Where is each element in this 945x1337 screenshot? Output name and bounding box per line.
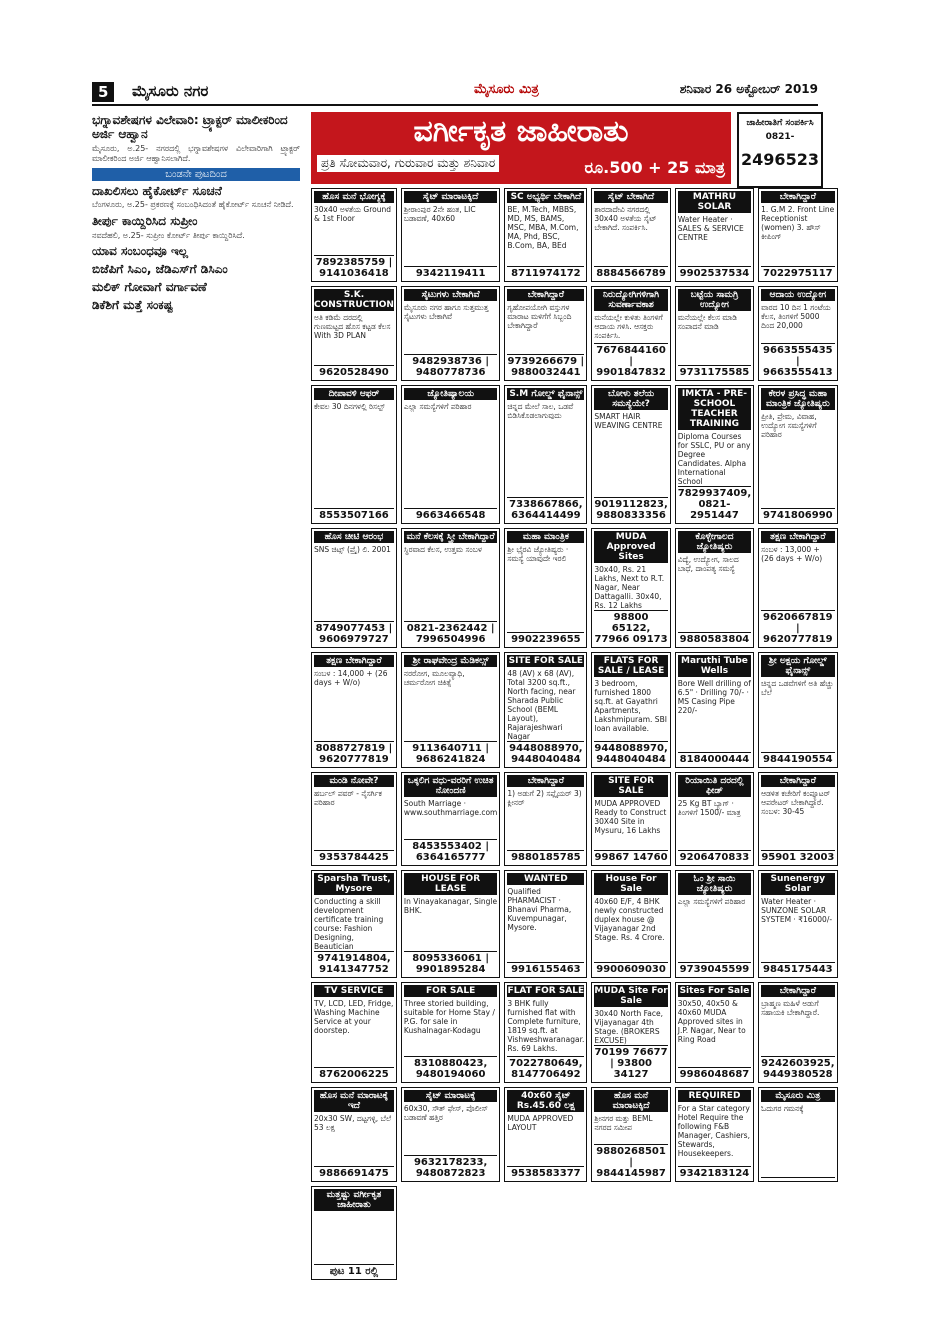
ad-heading: ರಿಯಾಯಿತಿ ದರದಲ್ಲಿ ಫೀಡ್ — [678, 775, 751, 797]
ad-body: 1. G.M 2. Front Line Receptionist (women) 3. ಹೌಸ್ ಕೀಪಿಂಗ್ — [761, 205, 835, 241]
ad-heading: ಬೇಕಾಗಿದ್ದಾರೆ — [761, 775, 834, 787]
classified-ad — [591, 1087, 670, 1181]
ad-phone: 8553507166 — [314, 508, 394, 521]
classified-ad — [758, 772, 837, 866]
article-text-2: ಬೆಂಗಳೂರು, ಅ.25- ಪ್ರಕರಣಕ್ಕೆ ಸಂಬಂಧಿಸಿದಂತೆ ಹೈಕೋರ್ಟ್ ಸೂಚನೆ ನೀಡಿದೆ. — [92, 200, 294, 210]
ad-phone: 8453553402 | 6364165777 — [404, 839, 497, 863]
ad-body: ಸಂಬಳ : 13,000 + (26 days + W/o) — [761, 544, 823, 563]
ad-heading: ಸೈಟ್ ಬೇಕಾಗಿದೆ — [594, 191, 667, 203]
issue-date: ಶನಿವಾರ 26 ಅಕ್ಟೋಬರ್ 2019 — [679, 82, 818, 96]
classified-ad — [591, 188, 670, 282]
headline-7: ಡಿಕೆಶಿಗೆ ಮತ್ತೆ ಸಂಕಷ್ಟ — [92, 297, 173, 312]
classified-ad — [591, 870, 670, 978]
ad-heading: ಬೇಕಾಗಿದ್ದಾರೆ — [761, 985, 834, 997]
ad-heading: ಜ್ಯೋತಿಷ್ಯಾಲಯ — [404, 388, 497, 400]
classified-ad — [401, 870, 500, 978]
ad-phone: 9902239655 — [507, 632, 584, 645]
classified-ad — [504, 528, 587, 648]
contact-box — [737, 112, 823, 188]
ad-phone: 9663555435 | 9663555413 — [763, 344, 833, 378]
ad-heading: MATHRU SOLAR — [678, 191, 751, 213]
ad-phone: 9880583804 — [679, 633, 750, 645]
ad-body: SMART HAIR WEAVING CENTRE — [594, 411, 663, 430]
ad-heading: S.K. CONSTRUCTION — [314, 290, 394, 311]
classified-ad — [591, 528, 670, 648]
ad-body: ಮನೆಯಲ್ಲೇ ಕೆಲಸ ಮಾಡಿ ಸಂಪಾದನೆ ಮಾಡಿ — [677, 313, 737, 332]
ad-heading: ಆದಾಯ ಉದ್ಯೋಗ — [761, 289, 834, 301]
ad-heading: ಮೈಸೂರು ಮಿತ್ರ — [761, 1090, 834, 1102]
classifieds-banner — [311, 112, 731, 184]
ad-phone: 9448088970, 9448040484 — [594, 742, 668, 765]
classified-ad — [401, 385, 500, 524]
ad-body: BE, M.Tech, MBBS, MD, MS, BAMS, MSC, MBA, M.Com, MA, Phd, BSC, B.Com, BA, BEd — [507, 205, 579, 250]
ad-body: ಓದುಗರ ಗಮನಕ್ಕೆ — [761, 1104, 804, 1114]
ad-body: ಚಿನ್ನದ ಮೇಲೆ ಸಾಲ, ಒಡವೆ ಬಿಡಿಸಿಕೊಡಲಾಗುವುದು — [507, 401, 574, 420]
news-column — [92, 110, 300, 1280]
ad-heading: SITE FOR SALE — [508, 655, 584, 666]
ad-body: ನರರೋಗ, ಮೂಲವ್ಯಾಧಿ, ಚರ್ಮರೋಗ ಚಿಕಿತ್ಸೆ — [403, 668, 465, 687]
ad-phone: 99867 14760 — [594, 852, 668, 864]
classified-ad — [675, 385, 754, 524]
ad-body: Qualified PHARMACIST · Bhanavi Pharma, Kuvempunagar, Mysore. — [507, 887, 572, 933]
ad-phone: 9242603925, 9449380528 — [761, 1058, 835, 1081]
classified-ad — [675, 1087, 754, 1181]
ad-phone: 8095336061 | 9901895284 — [404, 951, 497, 975]
classified-ad — [311, 385, 397, 524]
ad-body: ಪ್ರೀತಿ, ಪ್ರೇಮ, ವಿವಾಹ, ಉದ್ಯೋಗ ಸಮಸ್ಯೆಗಳಿಗೆ ಪರಿಹಾರ — [761, 411, 817, 439]
ad-heading: MUDA Approved Sites — [594, 531, 667, 563]
ad-body: ಶ್ರೀರಾಂಪುರ 2ನೇ ಹಂತ, LIC ಬಡಾವಣೆ, 40x60 — [403, 205, 476, 223]
ad-phone: 9880185785 — [507, 850, 584, 863]
ad-phone: 9620667819 | 9620777819 — [763, 611, 833, 645]
classified-ad — [758, 188, 837, 282]
classified-ad — [311, 528, 397, 648]
ad-body — [314, 1211, 394, 1264]
ad-phone: 9019112823, 9880833356 — [594, 498, 668, 521]
ad-heading: ಕೇರಳ ಪ್ರಸಿದ್ಧ ಮಹಾ ಮಾಂತ್ರಿಕ ಜ್ಯೋತಿಷ್ಯರು — [761, 388, 834, 410]
ad-heading: ಕೊಳ್ಳೇಗಾಲದ ಜ್ಯೋತಿಷ್ಯರು — [678, 531, 751, 553]
headline-3: ತೀರ್ಪು ಕಾಯ್ದಿರಿಸಿದ ಸುಪ್ರೀಂ — [92, 213, 198, 228]
ad-heading: FOR SALE — [404, 985, 497, 997]
classified-ad — [758, 1087, 837, 1181]
ad-phone: 9448088970, 9448040484 — [509, 742, 583, 765]
headline-4: ಯಾವ ಸಂಬಂಧವೂ ಇಲ್ಲ — [92, 244, 188, 259]
classified-ad — [504, 1087, 587, 1181]
contact-number: 2496523 — [741, 150, 819, 169]
ad-heading: ಸೈಟುಗಳು ಬೇಕಾಗಿವೆ — [404, 289, 497, 301]
ad-body: ವಿದ್ಯೆ, ಉದ್ಯೋಗ, ಸಾಲದ ಬಾಧೆ, ದಾಂಪತ್ಯ ಸಮಸ್ಯೆ — [677, 554, 739, 573]
ad-body: ಬ್ರಾಹ್ಮಣ ಮಹಿಳೆ ಅಡುಗೆ ಸಹಾಯಕಿ ಬೇಕಾಗಿದ್ದಾರೆ. — [761, 999, 820, 1018]
ad-phone: 8184000444 — [679, 753, 750, 765]
ad-body: ಆಡಳಿತ ಕಚೇರಿಗೆ ಕಂಪ್ಯೂಟರ್ ಆಪರೇಟರ್ ಬೇಕಾಗಿದ್ದಾರೆ. ಸಂಬಳ: 30-45 — [761, 788, 831, 816]
ad-phone: 95901 32003 — [761, 852, 835, 864]
ad-phone: 9900609030 — [596, 964, 666, 976]
ad-body: MUDA APPROVED LAYOUT — [507, 1114, 574, 1133]
ad-body: 30x40 ಅಳತೆಯ Ground & 1st Floor — [314, 205, 391, 223]
ad-body: Water Heater · SALES & SERVICE CENTRE — [677, 215, 744, 242]
ad-body: ವಾರದ 10 ದಿನ 1 ಗಂಟೆಯ ಕೆಲಸ, ತಿಂಗಳಿಗೆ 5000 ದಿಂದ 20,000 — [761, 303, 831, 331]
ad-heading: ಬೇಕಾಗಿದ್ದಾರೆ — [761, 191, 834, 203]
ad-phone: 9739266679 | 9880032441 — [507, 355, 585, 378]
contact-code: 0821- — [765, 132, 795, 142]
ad-heading: ಸೈಟ್ ಮಾರಾಟಕ್ಕೆ — [404, 1090, 497, 1102]
classified-ad — [311, 772, 397, 866]
classified-ad — [311, 652, 397, 768]
ad-heading: SITE FOR SALE — [594, 775, 667, 797]
classified-ad — [591, 385, 670, 524]
header-rule — [92, 104, 818, 106]
ad-phone: 98800 65122, 77966 09173 — [594, 611, 668, 645]
ad-phone: 7022780649, 8147706492 — [509, 1058, 583, 1081]
ad-body: 3 BHK fully furnished flat with Complete furniture, 1819 sq.ft. at Vishweshwaranagar. Rs. 69 Lakhs. — [507, 999, 585, 1054]
ad-body: ಹರ್ಬಲ್ ಪವರ್ - ನೈಸರ್ಗಿಕ ಪರಿಹಾರ — [314, 788, 382, 807]
classified-ad — [311, 1087, 397, 1181]
ad-phone: 9620528490 — [314, 365, 394, 378]
ad-phone: 9886691475 — [314, 1166, 394, 1179]
classified-ad — [504, 982, 587, 1083]
ad-heading: MUDA Site For Sale — [594, 986, 668, 1007]
ad-phone: 9916155463 — [507, 962, 584, 975]
ad-phone: 8884566789 — [596, 268, 666, 280]
ad-heading: ಬೋಳು ತಲೆಯ ಸಮಸ್ಯೆಯೇ? — [594, 388, 667, 410]
classified-ad — [311, 870, 397, 978]
ad-body: Water Heater · SUNZONE SOLAR SYSTEM · ₹16000/- — [761, 897, 833, 925]
classified-ad — [504, 385, 587, 524]
ad-phone: 70199 76677 | 93800 34127 — [594, 1047, 668, 1081]
ad-body: ಮೈಸೂರು ನಗರ ಹಾಗೂ ಸುತ್ತಮುತ್ತ ಸೈಟುಗಳು ಬೇಕಾಗಿವೆ — [403, 303, 489, 322]
classified-ad — [504, 652, 587, 768]
ad-phone: 8762006225 — [314, 1067, 394, 1080]
ad-body: ಶ್ರೀನಗರ ಮತ್ತು BEML ನಗರದ ಸಮೀಪ — [594, 1114, 653, 1133]
classified-ad — [504, 870, 587, 978]
classified-ad — [311, 286, 397, 380]
ad-heading: ಮಂಡಿ ನೋವೇ? — [314, 775, 394, 787]
ad-body: Bore Well drilling of 6.5" · Drilling 70/- · MS Casing Pipe 220/- — [677, 678, 751, 715]
classified-ad — [311, 982, 397, 1083]
ad-body: TV, LCD, LED, Fridge, Washing Machine Service at your doorstep. — [314, 999, 394, 1036]
ad-heading: ತಕ್ಷಣ ಬೇಕಾಗಿದ್ದಾರೆ — [761, 531, 834, 543]
ad-phone: 8749077453 | 9606979727 — [315, 622, 393, 645]
masthead-logo: ಮೈಸೂರು ಮಿತ್ರ — [474, 82, 539, 97]
ad-heading: ಬಟ್ಟೆಯ ಸಾಮಗ್ರಿ ಉದ್ಯೋಗ — [678, 289, 751, 311]
ad-phone: 9113640711 | 9686241824 — [404, 741, 497, 765]
ad-heading: ದೀಪಾವಳಿ ಆಫರ್ — [314, 388, 394, 400]
ad-body: Three storied building, suitable for Home Stay / P.G. for sale in Kushalnagar-Kodagu — [403, 999, 495, 1036]
ad-phone: 9739045599 — [679, 964, 750, 976]
ad-phone: 9206470833 — [679, 852, 750, 864]
publish-days: ಪ್ರತಿ ಸೋಮವಾರ, ಗುರುವಾರ ಮತ್ತು ಶನಿವಾರ — [317, 155, 499, 172]
page-header — [92, 82, 818, 104]
ad-price: ರೂ.500 + 25 ಮಾತ್ರ — [584, 158, 725, 177]
classified-ad — [311, 1186, 397, 1280]
ad-heading: 40x60 ಸೈಟ್ Rs.45.60 ಲಕ್ಷ — [507, 1090, 584, 1112]
classified-ad — [311, 188, 397, 282]
ad-heading: ತಕ್ಷಣ ಬೇಕಾಗಿದ್ದಾರೆ — [314, 655, 394, 667]
classified-ad — [401, 528, 500, 648]
page-section-name: ಮೈಸೂರು ನಗರ — [132, 82, 209, 100]
contact-label: ಜಾಹೀರಾತಿಗೆ ಸಂಪರ್ಕಿಸಿ — [746, 118, 814, 128]
ad-phone: 9902537534 — [679, 268, 750, 280]
ad-phone: 9353784425 — [314, 850, 394, 863]
ad-body: ಸ್ಥಿರವಾದ ಕೆಲಸ, ಉತ್ತಮ ಸಂಬಳ — [403, 544, 482, 554]
ad-body: 30x40 North Face, Vijayanagar 4th Stage. (BROKERS EXCUSE) — [594, 1009, 663, 1046]
classified-ad — [401, 982, 500, 1083]
ad-phone: 9342119411 — [404, 266, 497, 279]
ad-phone — [761, 1177, 834, 1179]
ad-heading: S.M ಗೋಲ್ಡ್ ಫೈನಾನ್ಸ್ — [509, 388, 583, 399]
ad-body: SNS ಚಿಟ್ಸ್ (ಪ್ರೈ) ಲಿ. 2001 — [314, 544, 391, 554]
classified-ad — [675, 982, 754, 1083]
ad-heading: ನಿರುದ್ಯೋಗಿಗಳಿಗಾಗಿ ಸುವರ್ಣಾವಕಾಶ — [594, 289, 667, 311]
ad-heading: ಹೊಸ ಮನೆ ಮಾರಾಟಕ್ಕೆ ಇದೆ — [314, 1090, 394, 1112]
ad-heading: REQUIRED — [678, 1090, 751, 1102]
ad-heading: Sparsha Trust, Mysore — [314, 873, 394, 895]
classified-ad — [591, 982, 670, 1083]
classified-ad — [758, 286, 837, 380]
classified-ads-grid — [311, 188, 835, 1280]
ad-heading: Maruthi Tube Wells — [678, 655, 751, 677]
ad-heading: ಮತ್ತಷ್ಟು ವರ್ಗೀಕೃತ ಜಾಹೀರಾತು — [314, 1189, 394, 1211]
ad-phone: 9482938736 | 9480778736 — [404, 354, 497, 378]
ad-heading: House For Sale — [594, 873, 667, 895]
ad-heading: WANTED — [507, 873, 584, 885]
classified-ad — [675, 870, 754, 978]
classified-ad — [591, 286, 670, 380]
headline-2: ದಾಖಲಿಸಲು ಹೈಕೋರ್ಟ್ ಸೂಚನೆ — [92, 183, 222, 198]
ad-body: ಎಲ್ಲಾ ಸಮಸ್ಯೆಗಳಿಗೆ ಪರಿಹಾರ — [677, 897, 746, 907]
ad-body: In Vinayakanagar, Single BHK. — [403, 897, 498, 916]
ad-heading: ಹೊಸ ಚೀಟಿ ಆರಂಭ — [314, 531, 394, 543]
ad-heading: ಓಂ ಶ್ರೀ ಸಾಯಿ ಜ್ಯೋತಿಷ್ಯರು — [678, 873, 751, 895]
classified-ad — [758, 528, 837, 648]
classified-ad — [675, 188, 754, 282]
ad-body: 60x30, ಸೌತ್ ಫೇಸ್, ಪೊಲೀಸ್ ಬಡಾವಣೆ ಹತ್ತಿರ — [403, 1104, 488, 1123]
ad-body: Diploma Courses for SSLC, PU or any Degree Candidates. Alpha International School — [677, 431, 751, 486]
classified-ad — [504, 772, 587, 866]
classified-ad — [401, 1087, 500, 1181]
classified-ad — [401, 188, 500, 282]
ad-body: Conducting a skill development certificate training course: Fashion Designing, Beautician — [314, 897, 384, 952]
ad-phone: 9741914804, 9141347752 — [314, 951, 394, 975]
classified-ad — [675, 286, 754, 380]
ad-heading: ಮಹಾ ಮಾಂತ್ರಿಕ — [507, 531, 584, 543]
ad-body: ಅತಿ ಕಡಿಮೆ ದರದಲ್ಲಿ ಗುಣಮಟ್ಟದ ಹೊಸ ಕಟ್ಟಡ ಕೆಲಸ With 3D PLAN — [314, 313, 391, 341]
ad-phone: 9986048687 — [679, 1069, 750, 1081]
ad-body: ಕೇವಲ 30 ದಿನಗಳಲ್ಲಿ ರಿಸಲ್ಟ್ — [314, 401, 385, 411]
classified-ad — [758, 385, 837, 524]
ad-heading: ಶ್ರೀ ರಾಘವೇಂದ್ರ ಮೆಡಿಕಲ್ಸ್ — [404, 655, 497, 667]
ad-body: 3 bedroom, furnished 1800 sq.ft. at Gayathri Apartments, Lakshmipuram. SBI loan available. — [594, 678, 667, 733]
ad-heading: FLATS FOR SALE / LEASE — [594, 655, 667, 677]
ad-phone: 9844190554 — [763, 753, 833, 765]
ad-body: ಗೃಹೋಪಯೋಗಿ ವಸ್ತುಗಳ ಮಾರಾಟ ಮಳಿಗೆಗೆ ಸಿಬ್ಬಂದಿ ಬೇಕಾಗಿದ್ದಾರೆ — [507, 303, 572, 331]
classified-ad — [504, 188, 587, 282]
classified-ad — [401, 286, 500, 380]
ad-heading: ಒಕ್ಕಲಿಗ ವಧು-ವರರಿಗೆ ಉಚಿತ ನೋಂದಣಿ — [404, 775, 497, 797]
ad-body: ಎಲ್ಲಾ ಸಮಸ್ಯೆಗಳಿಗೆ ಪರಿಹಾರ — [403, 401, 472, 411]
ad-body: 1) ಅಡುಗೆ 2) ಸಪ್ಲೈಯರ್ 3) ಕ್ಲೀನರ್ — [507, 788, 582, 807]
article-text-1: ಮೈಸೂರು, ಅ.25- ನಗರದಲ್ಲಿ ಭಗ್ನಾವಶೇಷಗಳ ವಿಲೇವಾರಿಗಾಗಿ ಟ್ರ್ಯಾಕ್ಟರ್ ಮಾಲೀಕರಿಂದ ಅರ್ಜಿ ಆಹ್ವಾನಿಸಲಾಗಿದೆ. — [92, 143, 300, 164]
ad-phone: 9845175443 — [763, 964, 833, 976]
ad-phone: 8310880423, 9480194060 — [404, 1056, 497, 1080]
ad-body: ಮನೆಯಲ್ಲೇ ಕುಳಿತು ತಿಂಗಳಿಗೆ ಆದಾಯ ಗಳಿಸಿ. ಆಸಕ್ತರು ಸಂಪರ್ಕಿಸಿ. — [594, 313, 663, 341]
classified-ad — [504, 286, 587, 380]
ad-body: 20x30 SW, ದಟ್ಟಗಳ್ಳಿ, ಬೆಲೆ 53 ಲಕ್ಷ — [314, 1114, 392, 1133]
ad-heading: ಬೇಕಾಗಿದ್ದಾರೆ — [507, 289, 584, 301]
article-text-3: ನವದೆಹಲಿ, ಅ.25- ಸುಪ್ರೀಂ ಕೋರ್ಟ್ ತೀರ್ಪು ಕಾಯ್ದಿರಿಸಿದೆ. — [92, 230, 245, 240]
ad-phone: 8711974172 — [507, 266, 584, 279]
ad-phone: 9632178233, 9480872823 — [404, 1155, 497, 1179]
ad-phone: 9538583377 — [507, 1166, 584, 1179]
ad-heading: Sunenergy Solar — [761, 873, 834, 895]
ad-body: ಸಂಬಳ : 14,000 + (26 days + W/o) — [314, 668, 388, 687]
ad-heading: FLAT FOR SALE — [507, 986, 585, 997]
ad-phone: 9731175585 — [679, 366, 750, 378]
classified-ad — [591, 772, 670, 866]
ad-phone: 9663466548 — [404, 508, 497, 521]
ad-body: MUDA APPROVED Ready to Construct 30X40 Site in Mysuru, 16 Lakhs — [594, 798, 667, 835]
continued-label: ಬಂಡನೇ ಪುಟದಿಂದ — [92, 168, 300, 181]
ad-heading: Sites For Sale — [679, 986, 750, 997]
ad-body: ಶ್ರೀ ಭೈರವಿ ಜ್ಯೋತಿಷ್ಯರು · ಸಮಸ್ಯೆ ಯಾವುದೇ ಇರಲಿ — [507, 544, 569, 563]
ad-body: ಚಿನ್ನದ ಒಡವೆಗಳಿಗೆ ಅತಿ ಹೆಚ್ಚು ಬೆಲೆ — [761, 678, 834, 697]
classified-ad — [758, 982, 837, 1083]
ad-body: 40x60 E/F, 4 BHK newly constructed duplex house @ Vijayanagar 2nd Stage. Rs. 4 Crore. — [594, 897, 665, 943]
ad-phone: 9880268501 | 9844145987 — [596, 1145, 666, 1179]
classified-ad — [675, 528, 754, 648]
ad-body: 30x50, 40x50 & 40x60 MUDA Approved sites in J.P. Nagar, Near to Ring Road — [677, 999, 746, 1045]
classifieds-title: ವರ್ಗೀಕೃತ ಜಾಹೀರಾತು — [413, 114, 629, 149]
ad-heading: HOUSE FOR LEASE — [404, 873, 497, 895]
classified-ad — [675, 652, 754, 768]
ad-body: ಶಾರದಾದೇವಿ ನಗರದಲ್ಲಿ 30x40 ಅಳತೆಯ ಸೈಟ್ ಬೇಕಾಗಿದೆ. ಸಂಪರ್ಕಿಸಿ. — [594, 205, 657, 232]
ad-body: For a Star category Hotel Require the following F&B Manager, Cashiers, Stewards, Housekeepers. — [677, 1104, 750, 1159]
ad-heading: ಹೊಸ ಮನೆ ಭೋಗ್ಯಕ್ಕೆ — [314, 191, 394, 203]
ad-heading: ಸೈಟ್ ಮಾರಾಟಕ್ಕಿದೆ — [404, 191, 497, 203]
classified-ad — [675, 772, 754, 866]
ad-heading: ಬೇಕಾಗಿದ್ದಾರೆ — [507, 775, 584, 787]
ad-heading: ಮನೆ ಕೆಲಸಕ್ಕೆ ಸ್ತ್ರೀ ಬೇಕಾಗಿದ್ದಾರೆ — [404, 531, 497, 543]
ad-heading: IMKTA - PRE-SCHOOL TEACHER TRAINING — [678, 388, 751, 430]
classified-ad — [591, 652, 670, 768]
classified-ad — [401, 772, 500, 866]
headline-6: ಮಲಿಕ್ ಗೋವಾಗೆ ವರ್ಗಾವಣೆ — [92, 279, 207, 294]
headline-5: ಬಿಜೆಪಿಗೆ ಸಿಎಂ, ಜೆಡಿಎಸ್‌ಗೆ ಡಿಸಿಎಂ — [92, 261, 228, 276]
ad-phone: 7892385759 | 9141036418 — [315, 257, 393, 280]
classified-ad — [401, 652, 500, 768]
ad-phone: 7829937409, 0821-2951447 — [677, 487, 752, 521]
classified-ad — [758, 652, 837, 768]
ad-phone: 9741806990 — [763, 509, 833, 521]
ad-phone: 7338667866, 6364414499 — [509, 498, 583, 521]
ad-phone: 7022975117 — [763, 268, 833, 280]
ad-body: 30x40, Rs. 21 Lakhs, Next to R.T. Nagar, Near Dattagalli. 30x40, Rs. 12 Lakhs — [594, 564, 665, 610]
ad-heading: ಶ್ರೀ ಅಕ್ಷಯ ಗೋಲ್ಡ್ ಫೈನಾನ್ಸ್ — [761, 655, 834, 677]
headline-1: ಭಗ್ನಾವಶೇಷಗಳ ವಿಲೇವಾರಿ: ಟ್ರ್ಯಾಕ್ಟರ್ ಮಾಲೀಕರಿಂದ ಅರ್ಜಿ ಆಹ್ವಾನ — [92, 113, 288, 141]
ad-heading: TV SERVICE — [314, 985, 394, 997]
ad-heading: ಹೊಸ ಮನೆ ಮಾರಾಟಕ್ಕಿದೆ — [594, 1090, 667, 1112]
page-number: 5 — [92, 82, 114, 102]
ad-phone: 8088727819 | 9620777819 — [315, 742, 393, 765]
ad-phone: 9342183124 — [679, 1167, 750, 1179]
ad-body: 48 (AV) x 68 (AV), Total 3200 sq.ft., North facing, near Sharada Public School (BEML Layout), Rajarajeshwari Nagar — [507, 668, 576, 741]
ad-body: South Marriage · www.southmarriage.com — [403, 798, 498, 817]
ad-heading: SC ಅಭ್ಯರ್ಥಿ ಬೇಕಾಗಿದೆ — [507, 191, 584, 203]
ad-phone: 0821-2362442 | 7996504996 — [404, 621, 497, 645]
classified-ad — [758, 870, 837, 978]
ad-phone: 7676844160 | 9901847832 — [596, 344, 666, 378]
ad-body: 25 Kg BT ಬ್ಯಾಗ್ · ತಿಂಗಳಿಗೆ 1500/- ಮಾತ್ರ — [677, 798, 741, 817]
ad-phone: ಪುಟ 11 ರಲ್ಲಿ — [314, 1264, 394, 1277]
